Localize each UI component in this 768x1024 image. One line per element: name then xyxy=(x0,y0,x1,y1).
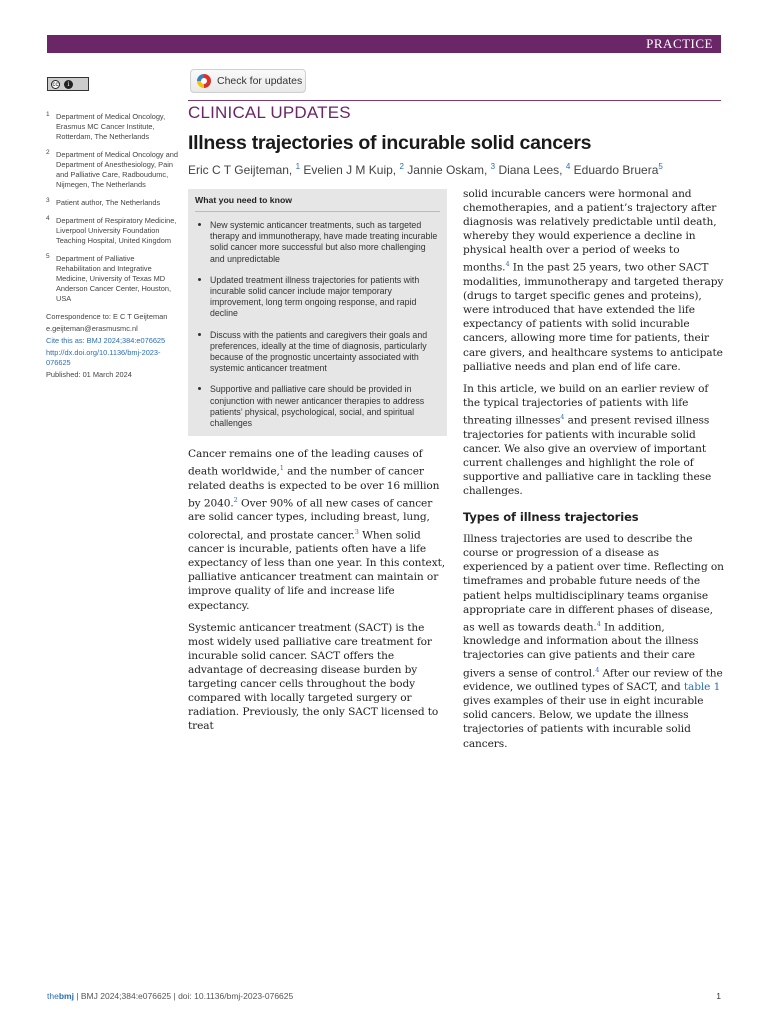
check-for-updates-label: Check for updates xyxy=(217,75,303,87)
affiliation-number: 2 xyxy=(46,149,50,156)
affiliation-text: Department of Respiratory Medicine, Liverpool University Foundation Teaching Hospital, United Kingdom xyxy=(56,216,177,245)
text-run: After our review of the evidence, we outlined types of SACT, and xyxy=(463,667,723,694)
affiliation-number: 1 xyxy=(46,111,50,118)
text-run: When solid cancer is incurable, patients often have a life expectancy of less than one year. In this context, palliative anticancer treatment can maintain or improve quality of life and increase life expectancy. xyxy=(188,529,446,612)
article-meta xyxy=(46,312,178,380)
reference-link[interactable]: 4 xyxy=(505,260,510,269)
text-run: gives examples of their use in eight incurable solid cancers. Below, we update the illness trajectories of patients with incurable solid cancers. xyxy=(463,695,704,750)
body-column-left xyxy=(188,447,450,741)
affiliation-text: Department of Medical Oncology, Erasmus MC Cancer Institute, Rotterdam, The Netherlands xyxy=(56,112,166,141)
key-points-heading: What you need to know xyxy=(195,195,440,212)
text-run: Cancer remains one of the leading causes of death worldwide, xyxy=(188,448,423,478)
page-number: 1 xyxy=(716,991,721,1001)
affiliation-ref[interactable]: 4 xyxy=(565,162,571,171)
affiliation-number: 3 xyxy=(46,197,50,204)
text-run: In this article, we build on an earlier review of the typical trajectories of patients with life threating illnesses xyxy=(463,382,709,427)
author-name: Eric C T Geijteman, xyxy=(188,163,293,177)
reference-link[interactable]: 4 xyxy=(560,412,565,421)
affiliation-number: 5 xyxy=(46,253,50,260)
affiliation-item xyxy=(46,198,178,208)
published-date: Published: 01 March 2024 xyxy=(46,370,132,379)
affiliation-text: Department of Palliative Rehabilitation and Integrative Medicine, University of Texas MD Anderson Cancer Center, Houston, USA xyxy=(56,254,172,303)
cite-as[interactable]: Cite this as: BMJ 2024;384:e076625 xyxy=(46,336,166,345)
text-run: Illness trajectories are used to describe the course or progression of a disease as experienced by a patient over time. Reflecting on timeframes and probable future needs of the patient helps multidisciplinary teams organise appropriate care in different phases of disease, as well as towards death. xyxy=(463,533,724,634)
key-point: Discuss with the patients and caregivers their goals and preferences, ideally at the time of diagnosis, particularly because of the prognostic uncertainty associated with systemic anticancer treatment xyxy=(195,330,440,375)
affiliation-item xyxy=(46,254,178,304)
table-reference-link[interactable]: table 1 xyxy=(683,681,721,694)
affiliation-number: 4 xyxy=(46,215,50,222)
article-category: CLINICAL UPDATES xyxy=(188,103,351,122)
key-point: New systemic anticancer treatments, such as targeted therapy and immunotherapy, have made treating incurable solid cancer more successful but also more challenging and unpredictable xyxy=(195,220,440,265)
key-point: Supportive and palliative care should be provided in conjunction with newer anticancer therapies to address patients’ physical, psychological, social, and spiritual challenges xyxy=(195,384,440,429)
body-column-right xyxy=(463,187,725,759)
correspondence: Correspondence to: E C T Geijteman xyxy=(46,312,168,321)
text-run: In the past 25 years, two other SACT modalities, immunotherapy and targeted therapy (drugs to target specific genes and proteins), were introduced that have extended the life expectancy of patients with solid incurable cancers, allowing more time for patients, their care givers, and healthcare systems to anticipate palliative needs and plan end of life care. xyxy=(463,262,724,373)
logo-name: bmj xyxy=(58,991,74,1001)
affiliation-text: Patient author, The Netherlands xyxy=(56,198,161,207)
body-paragraph xyxy=(463,532,725,750)
affiliation-item xyxy=(46,216,178,246)
reference-link[interactable]: 4 xyxy=(596,619,601,628)
affiliation-item xyxy=(46,112,178,142)
page-footer xyxy=(47,991,721,1001)
body-paragraph: Systemic anticancer treatment (SACT) is the most widely used palliative care treatment for incurable solid cancer. SACT offers the advantage of decreasing disease burden by targeting cancer cells throughout the body compared with locally targeted surgery or radiation. Previously, the only SACT licensed to treat xyxy=(188,621,439,733)
text-run: and the number of cancer related deaths is expected to be over 16 million by 2040. xyxy=(188,465,440,510)
author-name: Jannie Oskam, xyxy=(407,163,488,177)
text-run: Over 90% of all new cases of cancer are solid cancer types, including breast, lung, colorectal, and prostate cancer. xyxy=(188,497,433,542)
creative-commons-badge[interactable] xyxy=(47,77,89,91)
text-run: solid incurable cancers were hormonal and chemotherapies, and a patient’s trajectory after diagnosis was relatively predictable until death, whereby they would experience a decline in physical health over a period of weeks to months. xyxy=(463,188,717,274)
author-name: Evelien J M Kuip, xyxy=(303,163,397,177)
crossmark-icon xyxy=(197,74,211,88)
doi-link[interactable]: http://dx.doi.org/10.1136/bmj-2023-076625 xyxy=(46,348,161,367)
logo-prefix: the xyxy=(47,991,59,1001)
affiliation-ref[interactable]: 3 xyxy=(490,162,496,171)
author-name: Eduardo Bruera xyxy=(573,163,659,177)
check-for-updates-button[interactable] xyxy=(190,69,306,93)
body-paragraph xyxy=(463,187,725,374)
author-name: Diana Lees, xyxy=(498,163,563,177)
text-run: In addition, knowledge and information about the illness trajectories can give patients and their care givers a sense of control. xyxy=(463,621,699,680)
body-paragraph xyxy=(188,447,450,613)
affiliation-ref[interactable]: 2 xyxy=(399,162,404,171)
affiliation-ref[interactable]: 5 xyxy=(658,162,663,171)
section-banner-label: PRACTICE xyxy=(646,36,713,51)
key-points-box xyxy=(188,189,447,436)
cc-icon: cc xyxy=(52,81,59,88)
affiliation-ref[interactable]: 1 xyxy=(295,162,301,171)
article-title: Illness trajectories of incurable solid cancers xyxy=(188,132,592,154)
reference-link[interactable]: 1 xyxy=(279,464,284,473)
reference-link[interactable]: 2 xyxy=(233,495,238,504)
correspondence-email[interactable]: e.geijteman@erasmusmc.nl xyxy=(46,324,138,333)
section-heading: Types of illness trajectories xyxy=(463,510,639,525)
attribution-icon: i xyxy=(64,80,73,89)
footer-citation: | BMJ 2024;384:e076625 | doi: 10.1136/bmj-2023-076625 xyxy=(73,991,294,1001)
affiliation-text: Department of Medical Oncology and Department of Anesthesiology, Pain and Palliative Care, Radboudumc, Nijmegen, The Netherlands xyxy=(56,150,179,189)
author-list xyxy=(188,162,663,177)
journal-logo xyxy=(47,991,74,1001)
section-banner xyxy=(47,35,721,53)
title-divider xyxy=(188,100,721,101)
affiliations-sidebar xyxy=(46,112,178,382)
reference-link[interactable]: 3 xyxy=(354,527,359,536)
key-point: Updated treatment illness trajectories for patients with incurable solid cancer include major temporary improvement, long term ongoing response, and rapid decline xyxy=(195,275,440,320)
body-paragraph xyxy=(463,382,725,498)
affiliation-item xyxy=(46,150,178,190)
reference-link[interactable]: 4 xyxy=(595,665,600,674)
text-run: and present revised illness trajectories for patients with incurable solid cancer. We also give an overview of important current challenges and highlight the role of supportive and palliative care in tackling these challenges. xyxy=(463,414,712,497)
